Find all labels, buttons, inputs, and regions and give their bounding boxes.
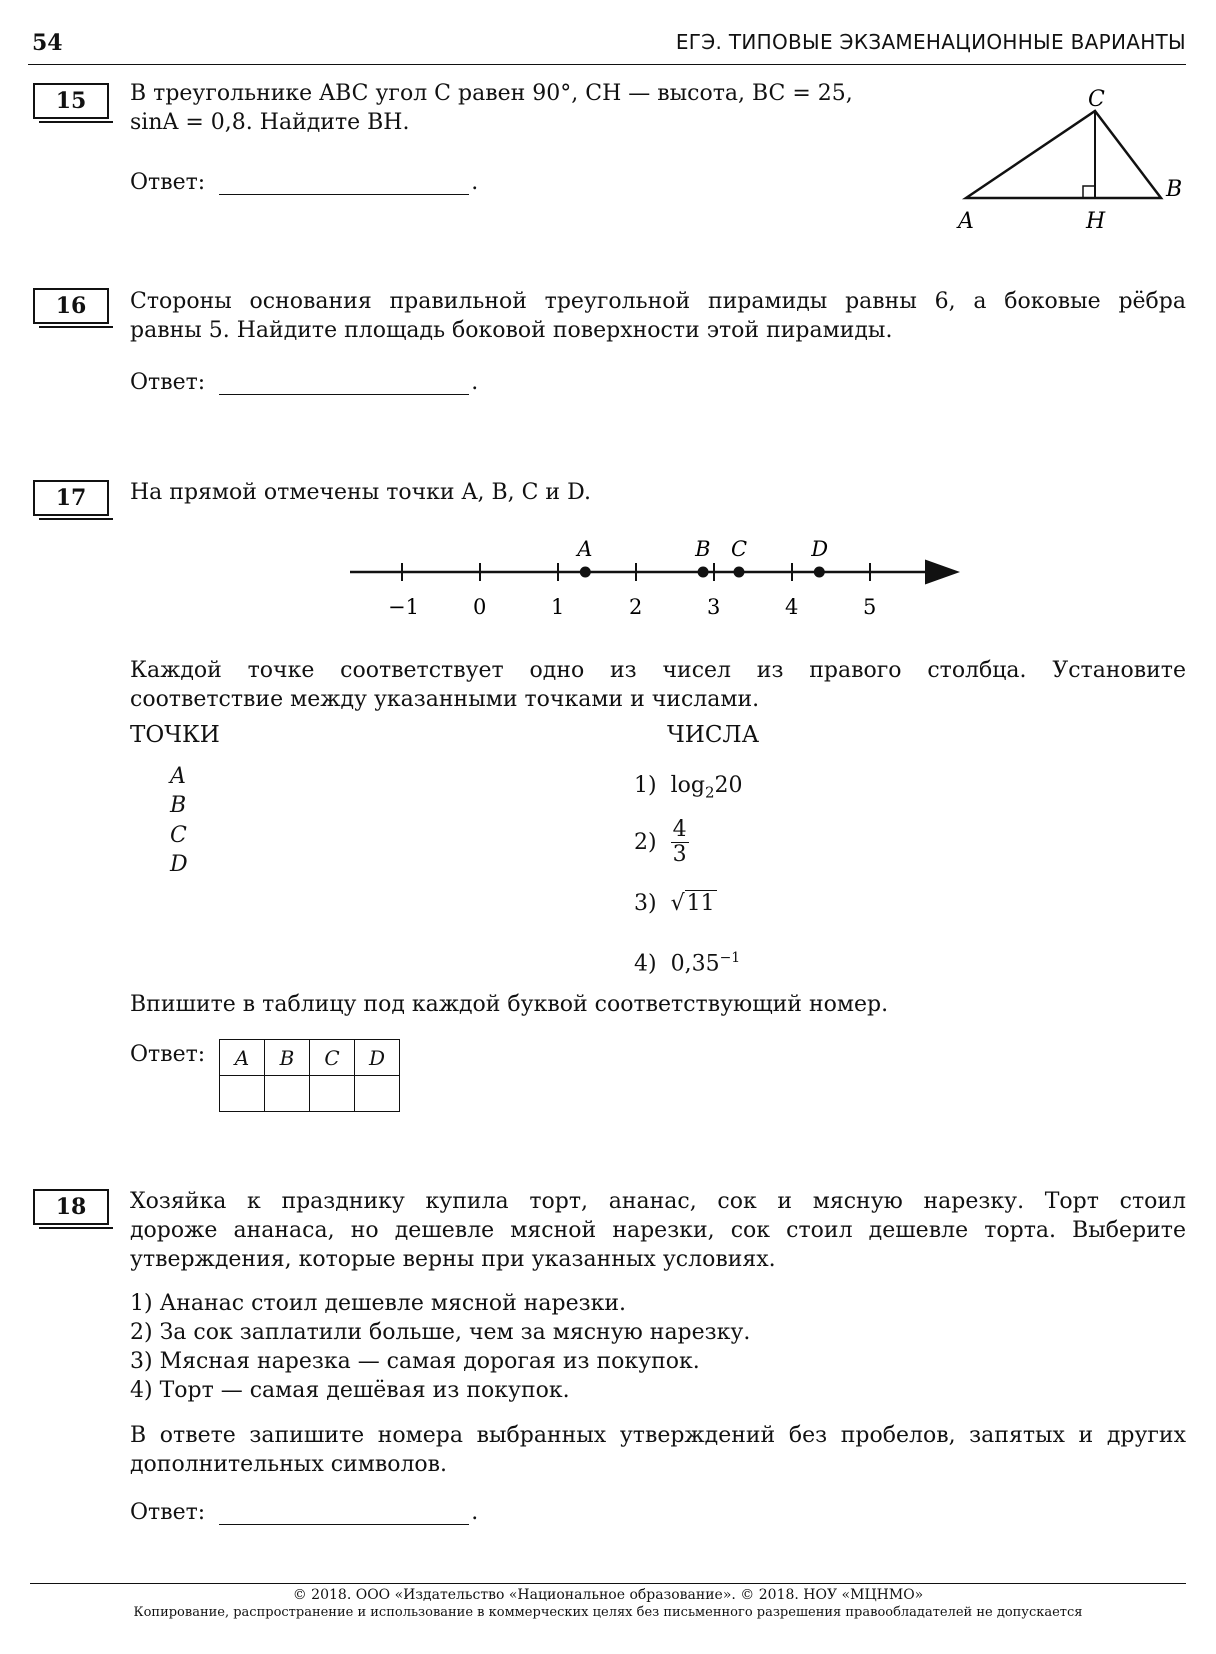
- answer-cell-B[interactable]: [265, 1076, 310, 1112]
- option-4: 4) $0,35^{-1}$: [634, 950, 741, 977]
- table-header-C: C: [310, 1040, 355, 1076]
- task-17-para-line1: Каждой точке соответствует одно из чисел из правого столбца. Установите: [130, 658, 1186, 683]
- task-18-answer-label: Ответ:: [130, 1500, 206, 1525]
- table-header-D: D: [355, 1040, 400, 1076]
- task-18-text-line1: Хозяйка к празднику купила торт, ананас, сок и мясную нарезку. Торт стоил: [130, 1189, 1186, 1214]
- footer-copyright: © 2018. ООО «Издательство «Национальное образование». © 2018. НОУ «МЦНМО»: [292, 1587, 924, 1603]
- points-column-header: ТОЧКИ: [130, 722, 220, 748]
- task-15-number: 15: [33, 83, 109, 119]
- point-A: [580, 567, 591, 578]
- table-header-A: A: [220, 1040, 265, 1076]
- point-label-D: D: [811, 537, 829, 561]
- vertex-C-label: C: [1088, 87, 1105, 112]
- task-16-answer[interactable]: Ответ: .: [130, 370, 479, 395]
- task-16-number: 16: [33, 288, 109, 324]
- answer-cell-D[interactable]: [355, 1076, 400, 1112]
- task-18-text-line3: утверждения, которые верны при указанных условиях.: [130, 1247, 776, 1272]
- option-3: 3) √11: [634, 891, 715, 916]
- table-header-B: B: [265, 1040, 310, 1076]
- point-label-B: B: [695, 537, 711, 561]
- numbers-column-header: ЧИСЛА: [667, 722, 760, 748]
- tick-label: 5: [863, 595, 877, 619]
- task-17-para-line2: соответствие между указанными точками и числами.: [130, 687, 760, 712]
- answer-cell-C[interactable]: [310, 1076, 355, 1112]
- task-18-text-line2: дороже ананаса, но дешевле мясной нарезки, сок стоил дешевле торта. Выберите: [130, 1218, 1186, 1243]
- vertex-H-label: H: [1086, 209, 1106, 234]
- task-18-answer-field[interactable]: [219, 1500, 469, 1525]
- statement-3: 3) Мясная нарезка — самая дорогая из покупок.: [130, 1349, 700, 1374]
- task-17-answer-label: Ответ:: [130, 1042, 206, 1067]
- task-16-answer-label: Ответ:: [130, 370, 206, 395]
- footer-rule: [30, 1583, 1186, 1584]
- point-C: [733, 567, 744, 578]
- statement-4: 4) Торт — самая дешёвая из покупок.: [130, 1378, 570, 1403]
- tick-label: 2: [629, 595, 643, 619]
- footer-notice: Копирование, распространение и использование в коммерческих целях без письменного разрешения правообладателей не допускается: [133, 1605, 1083, 1620]
- fraction-4-3: $\frac{4}{3}$: [672, 817, 687, 867]
- task-17-number: 17: [33, 480, 109, 516]
- task-15-text-line2: sinA = 0,8. Найдите BH.: [130, 110, 410, 135]
- triangle-figure: [950, 80, 1200, 240]
- option-1: 1) $\log_220$: [634, 773, 743, 802]
- point-label-C: C: [730, 537, 748, 561]
- point-B: [698, 567, 709, 578]
- sqrt-symbol: √: [670, 891, 685, 916]
- task-18-answer[interactable]: Ответ: .: [130, 1500, 479, 1525]
- statement-1: 1) Ананас стоил дешевле мясной нарезки.: [130, 1291, 627, 1316]
- point-letter-D: D: [170, 852, 188, 877]
- task-15-answer-label: Ответ:: [130, 170, 206, 195]
- vertex-B-label: B: [1166, 177, 1183, 202]
- point-D: [814, 567, 825, 578]
- header-rule: [28, 64, 1186, 65]
- answer-cell-A[interactable]: [220, 1076, 265, 1112]
- running-title: ЕГЭ. ТИПОВЫЕ ЭКЗАМЕНАЦИОННЫЕ ВАРИАНТЫ: [675, 30, 1186, 54]
- page-number: 54: [32, 30, 63, 56]
- point-label-A: A: [577, 537, 593, 561]
- task-17-intro: На прямой отмечены точки A, B, C и D.: [130, 480, 591, 505]
- tick-label: −1: [388, 595, 419, 619]
- task-18-number: 18: [33, 1189, 109, 1225]
- statement-2: 2) За сок заплатили больше, чем за мясную нарезку.: [130, 1320, 751, 1345]
- point-letter-A: A: [170, 764, 186, 789]
- number-line: [340, 530, 980, 630]
- vertex-A-label: A: [958, 209, 974, 234]
- task-16-text-line1: Стороны основания правильной треугольной пирамиды равны 6, а боковые рёбра: [130, 289, 1186, 314]
- task-15-answer-field[interactable]: [219, 170, 469, 195]
- point-letter-C: C: [170, 823, 187, 848]
- task-16-answer-field[interactable]: [219, 370, 469, 395]
- option-2: 2) $\frac{4}{3}$: [634, 817, 687, 867]
- tick-label: 4: [785, 595, 799, 619]
- tick-label: 1: [551, 595, 565, 619]
- task-15-answer[interactable]: Ответ: .: [130, 170, 479, 195]
- tick-label: 3: [707, 595, 721, 619]
- point-letter-B: B: [170, 793, 187, 818]
- task-16-text-line2: равны 5. Найдите площадь боковой поверхности этой пирамиды.: [130, 318, 893, 343]
- task-18-instr-line2: дополнительных символов.: [130, 1452, 448, 1477]
- task-18-instr-line1: В ответе запишите номера выбранных утверждений без пробелов, запятых и других: [130, 1423, 1186, 1448]
- task-17-instruction: Впишите в таблицу под каждой буквой соответствующий номер.: [130, 992, 889, 1017]
- task-17-answer-table: [219, 1039, 400, 1112]
- tick-label: 0: [473, 595, 487, 619]
- task-15-text-line1: В треугольнике ABC угол C равен 90°, CH — высота, BC = 25,: [130, 81, 853, 106]
